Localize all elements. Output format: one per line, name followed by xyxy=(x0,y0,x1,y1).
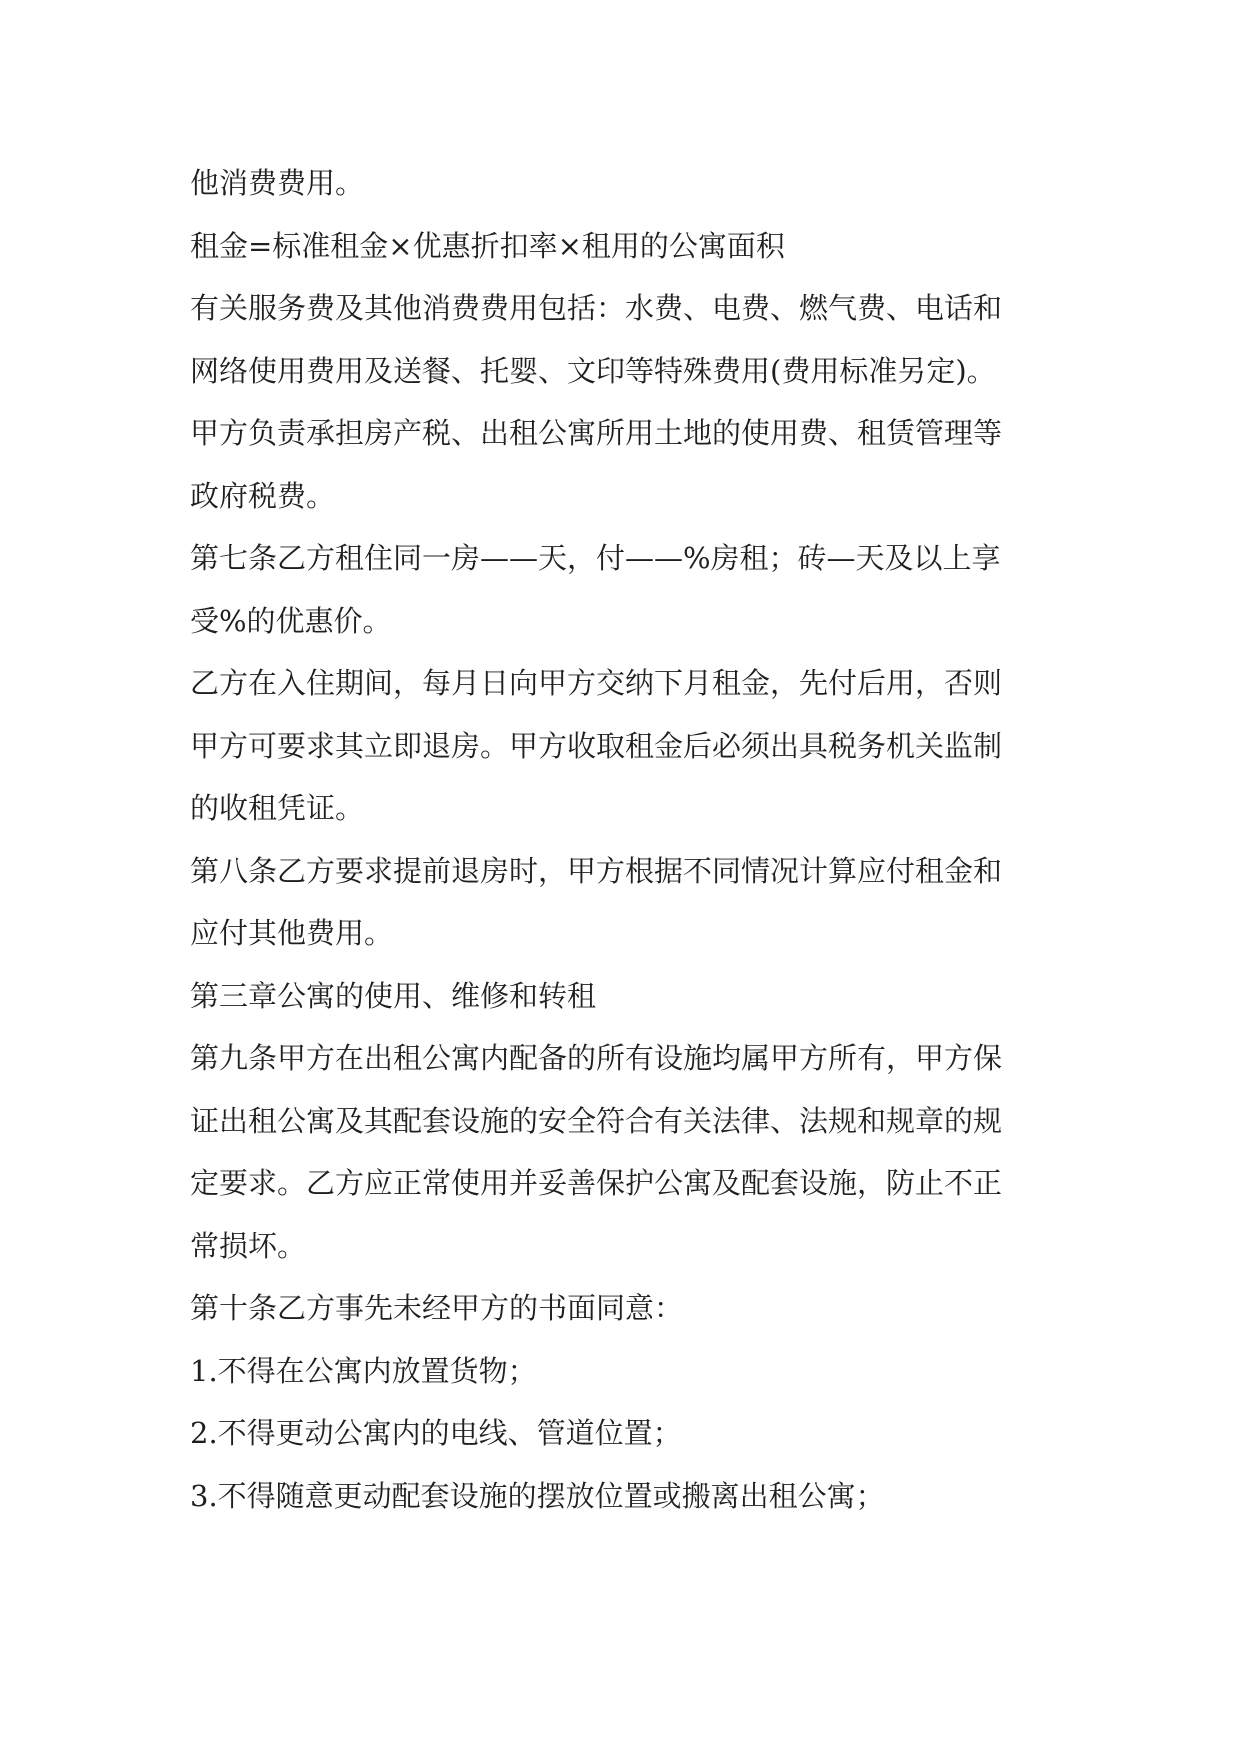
list-item-2: 2.不得更动公寓内的电线、管道位置； xyxy=(190,1416,682,1450)
text-line-1: 他消费费用。 xyxy=(190,166,365,200)
article-9-line-4: 常损坏。 xyxy=(190,1228,307,1263)
text-line-4: 网络使用费用及送餐、托婴、文印等特殊费用(费用标准另定)。 xyxy=(190,353,996,388)
formula-line: 租金=标准租金×优惠折扣率×租用的公寓面积 xyxy=(190,228,785,263)
text-line-10: 甲方可要求其立即退房。甲方收取租金后必须出具税务机关监制 xyxy=(190,728,1003,763)
text-line-5: 甲方负责承担房产税、出租公寓所用土地的使用费、租赁管理等 xyxy=(190,416,1003,450)
document-body xyxy=(190,152,1070,1527)
list-item-3: 3.不得随意更动配套设施的摆放位置或搬离出租公寓； xyxy=(190,1478,885,1513)
list-item-1: 1.不得在公寓内放置货物； xyxy=(190,1353,537,1388)
article-8-line-2: 应付其他费用。 xyxy=(190,916,394,950)
article-9-line-1: 第九条甲方在出租公寓内配备的所有设施均属甲方所有，甲方保 xyxy=(190,1041,1003,1075)
article-7-line-2: 受%的优惠价。 xyxy=(190,603,392,638)
chapter-3-heading: 第三章公寓的使用、维修和转租 xyxy=(190,978,597,1013)
text-line-3: 有关服务费及其他消费费用包括：水费、电费、燃气费、电话和 xyxy=(190,291,1003,325)
article-9-line-3: 定要求。乙方应正常使用并妥善保护公寓及配套设施，防止不正 xyxy=(190,1166,1003,1200)
article-7-line-1: 第七条乙方租住同一房——天，付——%房租；砖—天及以上享 xyxy=(190,541,1001,575)
article-9-line-2: 证出租公寓及其配套设施的安全符合有关法律、法规和规章的规 xyxy=(190,1103,1003,1138)
text-line-9: 乙方在入住期间，每月日向甲方交纳下月租金，先付后用，否则 xyxy=(190,666,1003,700)
text-line-11: 的收租凭证。 xyxy=(190,791,365,825)
text-line-6: 政府税费。 xyxy=(190,478,336,513)
article-8-line-1: 第八条乙方要求提前退房时，甲方根据不同情况计算应付租金和 xyxy=(190,853,1003,888)
article-10-line: 第十条乙方事先未经甲方的书面同意： xyxy=(190,1291,684,1325)
